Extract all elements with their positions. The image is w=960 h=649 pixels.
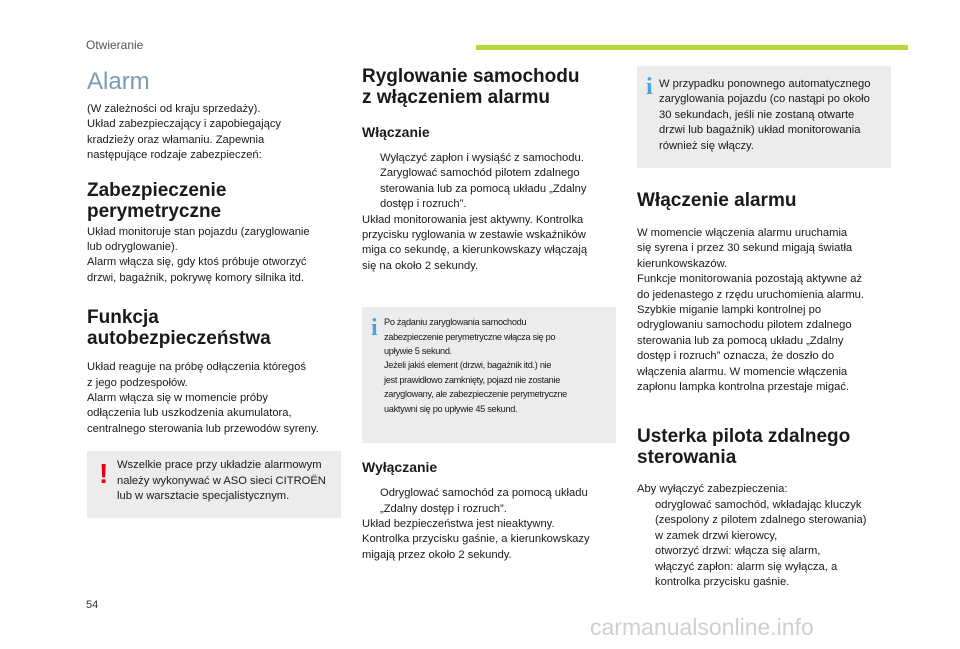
- list-item: otworzyć drzwi: włącza się alarm,: [637, 544, 891, 559]
- section-accent-bar: [476, 45, 908, 50]
- deactivation-heading: Wyłączanie: [362, 459, 438, 476]
- info-text: W przypadku ponownego automatycznego zaryglowania pojazdu (co nastąpi po około 30 sekundach, jeśli nie zostaną otwarte drzwi lub bagażnik) układ monitorowania również się włączy.: [659, 78, 871, 152]
- warning-text: Wszelkie prace przy układzie alarmowym należy wykonywać w ASO sieci CITROËN lub w warsztacie specjalistycznym.: [117, 459, 326, 503]
- column-3: [637, 66, 891, 590]
- alarm-trigger-text: W momencie włączenia alarmu uruchamia się syrena i przez 30 sekund migają światła kierunkowskazów. Funkcje monitorowania pozostają aktywne aż do jedenastego z rzędu uruchomienia alarmu. Szybkie miganie lampki kontrolnej po odryglowaniu samochodu pilotem zdalnego sterowania lub za pomocą układu „Zdalny dostęp i rozruch” oznacza, że doszło do włączenia alarmu. W momencie włączenia zapłonu lampka kontrolna przestaje migać.: [637, 227, 864, 394]
- alarm-intro: (W zależności od kraju sprzedaży). Układ zabezpieczający i zapobiegający kradzieży oraz włamaniu. Zapewnia następujące rodzaje zabezpieczeń:: [87, 103, 282, 162]
- info-box: [362, 307, 616, 443]
- info-box: [637, 66, 891, 168]
- list-item: Zaryglować samochód pilotem zdalnego sterowania lub za pomocą układu „Zdalny dostęp i rozruch”.: [362, 166, 616, 212]
- bullet-icon: [637, 560, 655, 591]
- activation-heading: Włączanie: [362, 124, 430, 140]
- activation-steps: [362, 151, 616, 213]
- info-icon: i: [646, 74, 653, 100]
- page-title: Alarm: [87, 68, 150, 95]
- column-1: [87, 66, 341, 518]
- bullet-icon: [637, 544, 655, 559]
- bullet-icon: [362, 151, 380, 166]
- list-item: Wyłączyć zapłon i wysiąść z samochodu.: [362, 151, 616, 166]
- bullet-icon: [362, 166, 380, 212]
- remote-fault-text: Aby wyłączyć zabezpieczenia:: [637, 483, 788, 496]
- remote-fault-heading: Usterka pilota zdalnego sterowania: [637, 426, 851, 469]
- perimeter-heading: Zabezpieczenie perymetryczne: [87, 179, 227, 222]
- warning-box: [87, 451, 341, 518]
- page-number: 54: [86, 599, 99, 611]
- column-2: [362, 66, 616, 563]
- list-item: odryglować samochód, wkładając kluczyk (zespolony z pilotem zdalnego sterowania) w zamek drzwi kierowcy,: [637, 498, 891, 544]
- remote-fault-steps: [637, 498, 891, 590]
- locking-alarm-heading: Ryglowanie samochodu z włączeniem alarmu: [362, 66, 580, 108]
- alarm-trigger-heading: Włączenie alarmu: [637, 190, 797, 211]
- info-icon: i: [371, 315, 378, 342]
- warning-icon: !: [99, 458, 109, 490]
- activation-text: Układ monitorowania jest aktywny. Kontrolka przycisku ryglowania w zestawie wskaźników miga co sekundę, a kierunkowskazy włączają się na około 2 sekundy.: [362, 213, 588, 272]
- section-title: Otwieranie: [86, 38, 144, 52]
- self-protection-text: Układ reaguje na próbę odłączenia któregoś z jego podzespołów. Alarm włącza się w momencie próby odłączenia lub uszkodzenia akumulatora, centralnego sterowania lub przewodów syreny.: [87, 361, 319, 435]
- list-item: Odryglować samochód za pomocą układu „Zdalny dostęp i rozruch”.: [362, 486, 616, 517]
- deactivation-text: Układ bezpieczeństwa jest nieaktywny. Kontrolka przycisku gaśnie, a kierunkowskazy migają przez około 2 sekundy.: [362, 518, 590, 561]
- bullet-icon: [362, 486, 380, 517]
- info-text: Po żądaniu zaryglowania samochodu zabezpieczenie perymetryczne włącza się po upływie 5 sekund. Jeżeli jakiś element (drzwi, bagażnik itd.) nie jest prawidłowo zamknięty, pojazd nie zostanie zaryglowany, ale zabezpieczenie perymetryczne uaktywni się po upływie 45 sekund.: [384, 317, 567, 414]
- bullet-icon: [637, 498, 655, 544]
- watermark: carmanualsonline.info: [590, 614, 814, 640]
- perimeter-text: Układ monitoruje stan pojazdu (zaryglowanie lub odryglowanie). Alarm włącza się, gdy ktoś próbuje otworzyć drzwi, bagażnik, pokrywę komory silnika itd.: [87, 225, 310, 284]
- deactivation-steps: [362, 486, 616, 517]
- list-item: włączyć zapłon: alarm się wyłącza, a kontrolka przycisku gaśnie.: [637, 560, 891, 591]
- self-protection-heading: Funkcja autobezpieczeństwa: [87, 307, 271, 350]
